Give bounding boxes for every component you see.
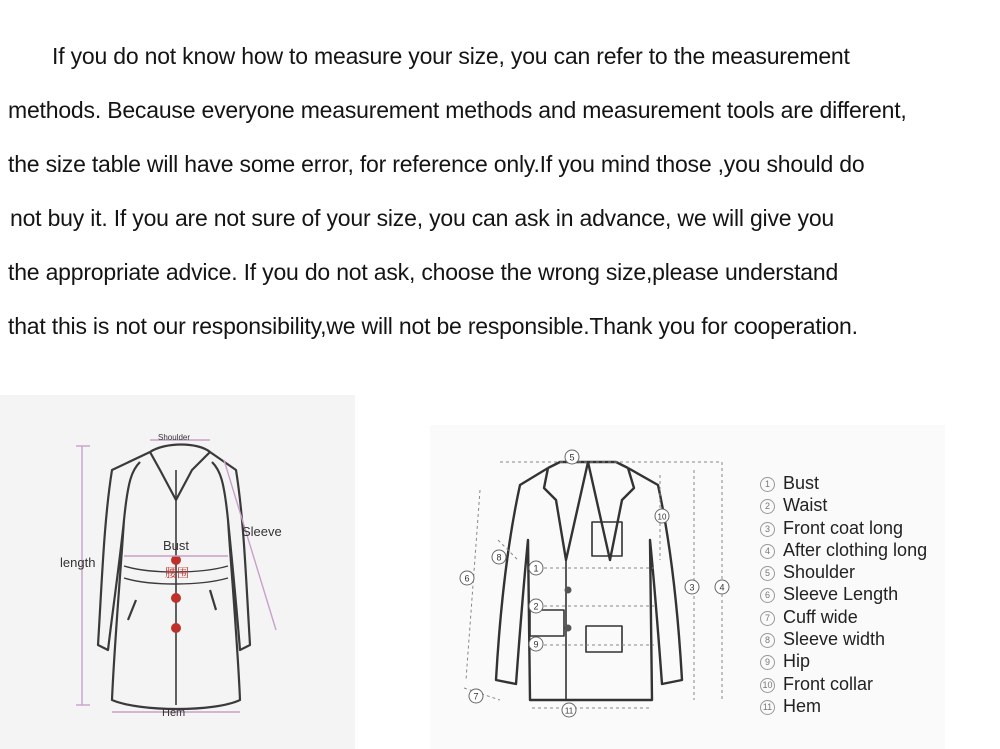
legend-item-after-clothing-long <box>760 539 990 561</box>
marker-6 <box>460 571 474 585</box>
svg-text:10: 10 <box>657 512 667 522</box>
legend-num: 11 <box>760 700 775 715</box>
legend-label: Front collar <box>783 673 874 694</box>
length-label: length <box>60 555 96 570</box>
legend-label: After clothing long <box>783 539 928 560</box>
blazer-measure-lines <box>464 462 725 708</box>
legend-item-sleeve-width <box>760 628 990 650</box>
legend-num: 8 <box>760 633 775 648</box>
marker-3 <box>685 580 699 594</box>
legend-item-front-collar <box>760 673 990 695</box>
notice-line-5: the appropriate advice. If you do not ask, choose the wrong size,please understand <box>8 259 839 285</box>
notice-line-2: methods. Because everyone measurement methods and measurement tools are different, <box>8 97 907 123</box>
legend-label: Front coat long <box>783 517 904 538</box>
svg-text:9: 9 <box>533 639 539 650</box>
marker-8 <box>492 550 506 564</box>
blazer-outline <box>496 462 682 700</box>
legend-num: 5 <box>760 566 775 581</box>
svg-text:5: 5 <box>569 452 575 463</box>
notice-line-6: that this is not our responsibility,we will not be responsible.Thank you for cooperation. <box>8 313 858 339</box>
svg-text:6: 6 <box>464 573 470 584</box>
notice-line-3: the size table will have some error, for reference only.If you mind those ,you should do <box>8 151 865 177</box>
measurement-legend <box>760 472 990 717</box>
legend-item-hem <box>760 695 990 717</box>
svg-text:4: 4 <box>719 582 725 593</box>
legend-num: 4 <box>760 544 775 559</box>
notice-line-4: not buy it. If you are not sure of your size, you can ask in advance, we will give you <box>10 205 835 231</box>
marker-11 <box>562 703 576 717</box>
svg-text:7: 7 <box>473 691 479 702</box>
legend-label: Cuff wide <box>783 606 858 627</box>
legend-item-front-coat-long <box>760 517 990 539</box>
legend-label: Hip <box>783 651 811 672</box>
notice-line-1: If you do not know how to measure your size, you can refer to the measurement <box>52 43 850 69</box>
marker-1 <box>529 561 543 575</box>
legend-item-bust <box>760 472 990 494</box>
legend-num: 10 <box>760 678 775 693</box>
svg-text:1: 1 <box>533 563 539 574</box>
svg-text:11: 11 <box>564 706 574 716</box>
legend-item-waist <box>760 494 990 516</box>
svg-text:2: 2 <box>533 601 539 612</box>
legend-num: 1 <box>760 477 775 492</box>
marker-5 <box>565 450 579 464</box>
legend-num: 2 <box>760 499 775 514</box>
marker-2 <box>529 599 543 613</box>
bust-label: Bust <box>163 538 190 553</box>
legend-label: Waist <box>783 495 828 516</box>
sleeve-label: Sleeve <box>242 524 282 539</box>
marker-4 <box>715 580 729 594</box>
legend-num: 9 <box>760 655 775 670</box>
svg-text:8: 8 <box>496 552 502 563</box>
legend-num: 3 <box>760 522 775 537</box>
legend-label: Sleeve Length <box>783 584 899 605</box>
hem-label: Hem <box>162 707 186 719</box>
legend-label: Sleeve width <box>783 629 886 650</box>
legend-num: 6 <box>760 588 775 603</box>
legend-item-shoulder <box>760 561 990 583</box>
legend-label: Shoulder <box>783 562 856 583</box>
legend-item-hip <box>760 650 990 672</box>
marker-9 <box>529 637 543 651</box>
shoulder-label: Shoulder <box>158 433 191 442</box>
legend-item-sleeve-length <box>760 583 990 605</box>
marker-7 <box>469 689 483 703</box>
legend-label: Bust <box>783 473 820 493</box>
legend-item-cuff-wide <box>760 606 990 628</box>
svg-text:3: 3 <box>689 582 695 593</box>
legend-label: Hem <box>783 695 822 716</box>
marker-10 <box>655 509 669 523</box>
legend-num: 7 <box>760 611 775 626</box>
bust-cn-label: 腰围 <box>165 566 190 580</box>
